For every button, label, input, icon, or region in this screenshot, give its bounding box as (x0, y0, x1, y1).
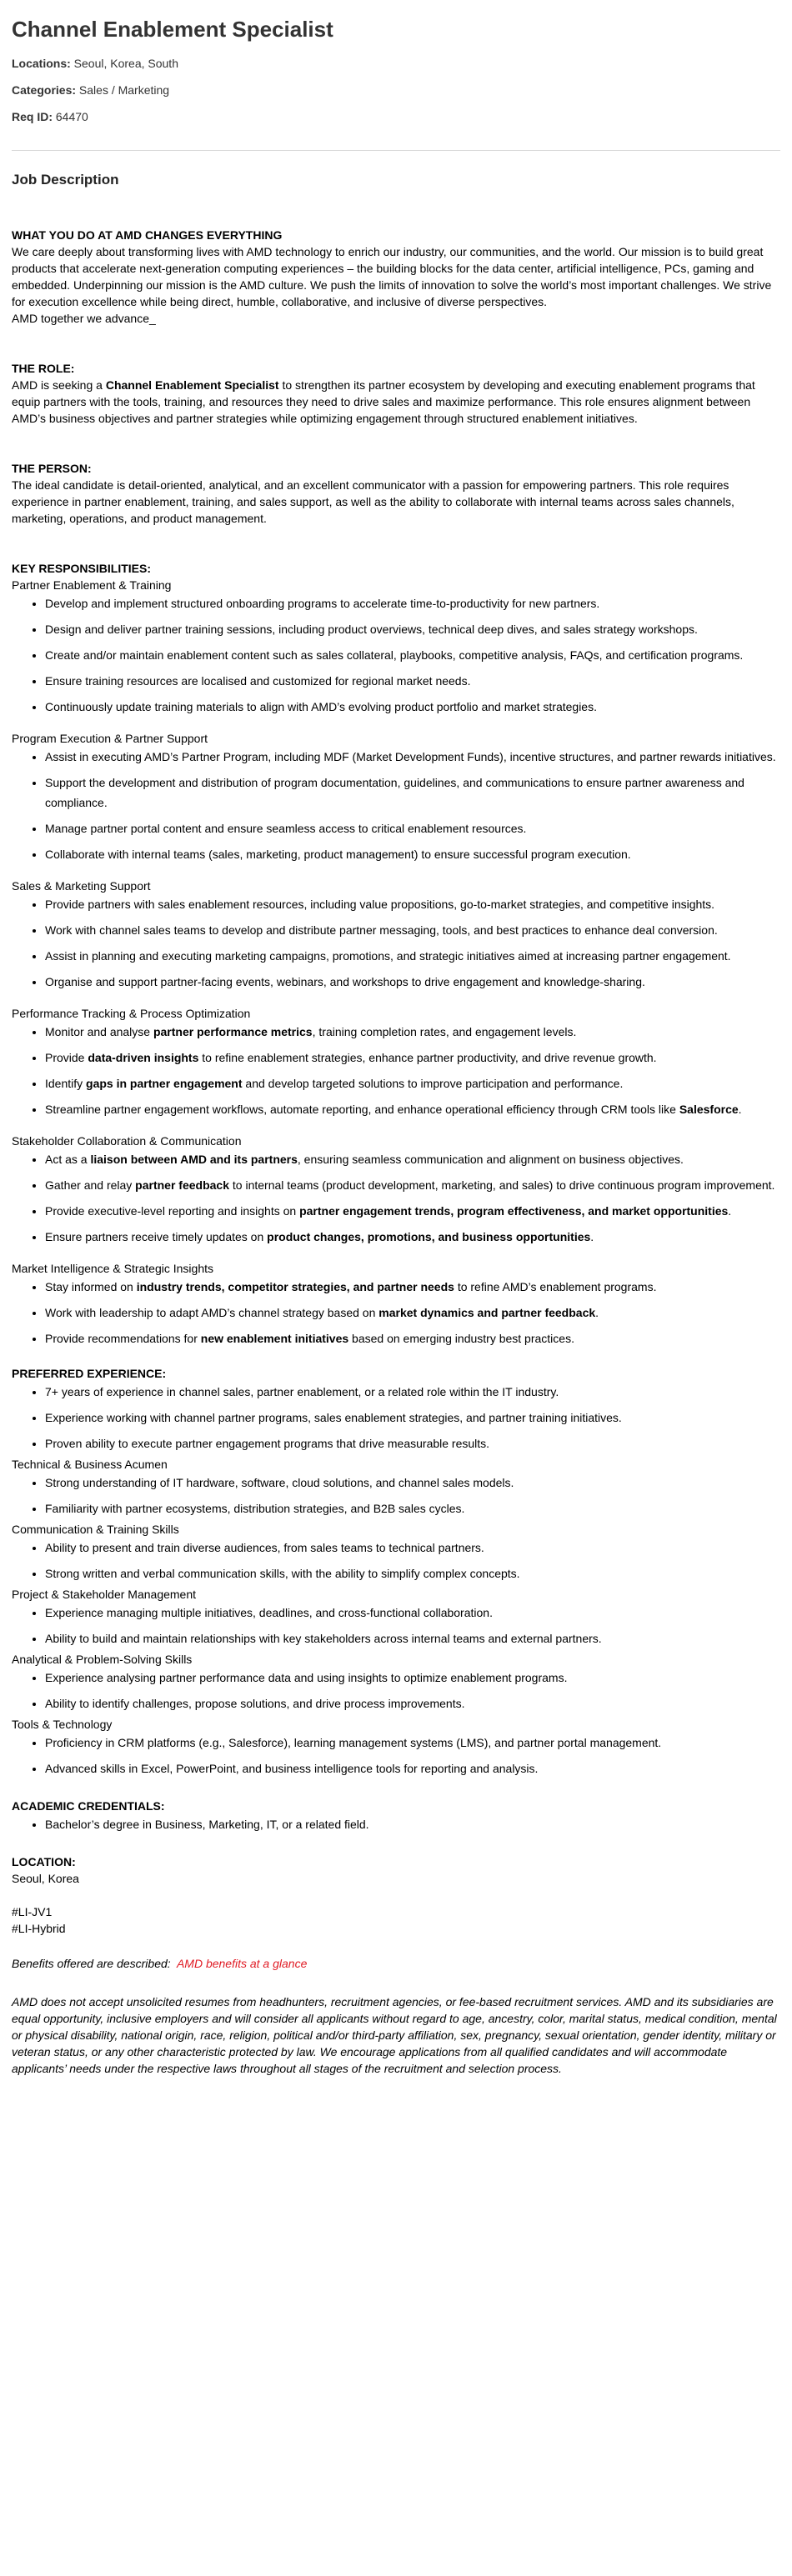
hashtag: #LI-JV1 (12, 1905, 53, 1918)
what-you-do-section (12, 227, 780, 327)
list-item: • Proven ability to execute partner engagement programs that drive measurable results. (45, 1435, 780, 1453)
program-execution-block (12, 730, 780, 864)
list-item: • Support the development and distribution of program documentation, guidelines, and communications to ensure partner awareness and compliance. (45, 773, 780, 813)
item-text: , training completion rates, and engagement levels. (312, 1025, 577, 1038)
list-item: • Ensure training resources are localised and customized for regional market needs. (45, 671, 780, 691)
item-text: to refine enablement strategies, enhance partner productivity, and drive revenue growth. (198, 1051, 657, 1064)
tools-list (12, 1734, 780, 1778)
stakeholder-block (12, 1133, 780, 1247)
item-text: . (590, 1230, 594, 1243)
list-item: • Proficiency in CRM platforms (e.g., Salesforce), learning management systems (LMS), and partner portal management. (45, 1734, 780, 1752)
list-item: • Assist in executing AMD’s Partner Program, including MDF (Market Development Funds), incentive structures, and partner rewards initiatives. (45, 747, 780, 767)
list-item: • Collaborate with internal teams (sales, marketing, product management) to ensure successful program execution. (45, 844, 780, 864)
locations-value: Seoul, Korea, South (73, 57, 178, 70)
list-item (45, 1099, 780, 1119)
job-title: Channel Enablement Specialist (12, 17, 333, 42)
item-bold-text: liaison between AMD and its partners (90, 1153, 298, 1166)
job-description-body (12, 227, 780, 2077)
list-item: • Continuously update training materials to align with AMD’s evolving product portfolio and market strategies. (45, 697, 780, 717)
item-bold-text: industry trends, competitor strategies, and partner needs (136, 1280, 454, 1293)
list-item: • 7+ years of experience in channel sales, partner enablement, or a related role within the IT industry. (45, 1383, 780, 1401)
what-you-do-body: We care deeply about transforming lives with AMD technology to enrich our industry, our communities, and the world. Our mission is to build great products that accelerate next-generation computing experiences – the building blocks for the data center, artificial intelligence, PCs, gaming and embedded. Underpinning our mission is the AMD culture. We push the limits of innovation to solve the world’s most important challenges. We strive for execution excellence while being direct, humble, collaborative, and inclusive of diverse perspectives. (12, 245, 772, 308)
item-text: Provide recommendations for (45, 1332, 201, 1345)
categories-row (12, 83, 780, 98)
categories-value: Sales / Marketing (78, 83, 170, 97)
communication-list (12, 1539, 780, 1583)
academic-section (12, 1798, 780, 1833)
partner-enablement-heading: Partner Enablement & Training (12, 578, 172, 592)
item-text: and develop targeted solutions to improve participation and performance. (242, 1077, 624, 1090)
list-item: • Provide partners with sales enablement resources, including value propositions, go-to-market strategies, and competitive insights. (45, 894, 780, 914)
amd-tagline: AMD together we advance_ (12, 312, 156, 325)
item-text: . (738, 1103, 742, 1116)
item-text: Provide executive-level reporting and insights on (45, 1204, 300, 1218)
item-text: Stay informed on (45, 1280, 137, 1293)
item-bold-text: market dynamics and partner feedback (378, 1306, 596, 1319)
program-execution-heading: Program Execution & Partner Support (12, 732, 208, 745)
list-item: • Experience analysing partner performance data and using insights to optimize enablement programs. (45, 1669, 780, 1687)
item-bold-text: data-driven insights (88, 1051, 199, 1064)
role-title: THE ROLE: (12, 362, 75, 375)
stakeholder-heading: Stakeholder Collaboration & Communication (12, 1134, 242, 1148)
req-id-value: 64470 (55, 110, 88, 123)
location-value: Seoul, Korea (12, 1872, 79, 1885)
responsibilities-section (12, 560, 780, 1348)
market-intel-list (12, 1277, 780, 1348)
stakeholder-list (12, 1149, 780, 1247)
locations-label: Locations: (12, 57, 71, 70)
list-item (45, 1175, 780, 1195)
item-text: , ensuring seamless communication and alignment on business objectives. (297, 1153, 684, 1166)
list-item (45, 1048, 780, 1068)
item-text: Identify (45, 1077, 87, 1090)
analytical-heading: Analytical & Problem-Solving Skills (12, 1653, 193, 1666)
list-item: • Ability to build and maintain relationships with key stakeholders across internal teams and external partners. (45, 1630, 780, 1648)
item-text: Act as a (45, 1153, 91, 1166)
list-item: • Experience working with channel partner programs, sales enablement strategies, and partner training initiatives. (45, 1409, 780, 1427)
list-item (45, 1149, 780, 1169)
tools-heading: Tools & Technology (12, 1718, 113, 1731)
item-text: to refine AMD’s enablement programs. (454, 1280, 657, 1293)
market-intel-block (12, 1260, 780, 1348)
item-bold-text: product changes, promotions, and business opportunities (267, 1230, 591, 1243)
technical-list (12, 1474, 780, 1518)
item-bold-text: Salesforce (679, 1103, 739, 1116)
list-item: • Organise and support partner-facing events, webinars, and workshops to drive engagement and knowledge-sharing. (45, 972, 780, 992)
list-item: • Design and deliver partner training sessions, including product overviews, technical deep dives, and sales strategy workshops. (45, 619, 780, 639)
academic-list (12, 1816, 780, 1833)
person-section (12, 460, 780, 527)
analytical-list (12, 1669, 780, 1713)
person-title: THE PERSON: (12, 462, 92, 475)
hashtag: #LI-Hybrid (12, 1922, 66, 1935)
list-item: • Work with channel sales teams to develop and distribute partner messaging, tools, and best practices to enhance deal conversion. (45, 920, 780, 940)
item-text: Gather and relay (45, 1178, 136, 1192)
list-item (45, 1303, 780, 1323)
item-bold-text: partner engagement trends, program effectiveness, and market opportunities (299, 1204, 729, 1218)
person-body: The ideal candidate is detail-oriented, analytical, and an excellent communicator with a passion for empowering partners. This role requires experience in partner enablement, training, and sales support, as well as the ability to collaborate with internal teams across sales channels, marketing, operations, and product management. (12, 478, 734, 525)
item-text: Work with leadership to adapt AMD’s channel strategy based on (45, 1306, 379, 1319)
list-item: • Experience managing multiple initiatives, deadlines, and cross-functional collaboration. (45, 1604, 780, 1622)
market-intel-heading: Market Intelligence & Strategic Insights (12, 1262, 214, 1275)
list-item: • Manage partner portal content and ensure seamless access to critical enablement resources. (45, 818, 780, 838)
item-text: based on emerging industry best practices. (348, 1332, 574, 1345)
role-text-before: AMD is seeking a (12, 378, 106, 392)
performance-heading: Performance Tracking & Process Optimization (12, 1007, 251, 1020)
item-text: Ensure partners receive timely updates on (45, 1230, 268, 1243)
eeo-statement: AMD does not accept unsolicited resumes from headhunters, recruitment agencies, or fee-based recruitment services. AMD and its subsidiaries are equal opportunity, inclusive employers and will consider all applicants without regard to age, ancestry, color, marital status, medical condition, mental or physical disability, national origin, race, religion, political and/or third-party affiliation, sex, pregnancy, sexual orientation, gender identity, military or veteran status, or any other characteristic protected by law. We encourage applications from all qualified candidates and will accommodate applicants’ needs under the respective laws throughout all stages of the recruitment and selection process. (12, 1995, 777, 2075)
job-description-heading: Job Description (12, 172, 119, 188)
eeo-section (12, 1993, 780, 2077)
list-item: • Strong written and verbal communication skills, with the ability to simplify complex concepts. (45, 1565, 780, 1583)
preferred-section (12, 1365, 780, 1778)
performance-block (12, 1005, 780, 1119)
item-bold-text: partner feedback (135, 1178, 229, 1192)
communication-heading: Communication & Training Skills (12, 1523, 179, 1536)
req-id-label: Req ID: (12, 110, 53, 123)
item-text: to internal teams (product development, marketing, and sales) to drive continuous program improvement. (229, 1178, 775, 1192)
list-item: • Assist in planning and executing marketing campaigns, promotions, and strategic initiatives aimed at increasing partner engagement. (45, 946, 780, 966)
role-text-bold: Channel Enablement Specialist (105, 378, 279, 392)
list-item (45, 1201, 780, 1221)
locations-row (12, 56, 780, 71)
list-item (45, 1022, 780, 1042)
list-item: • Strong understanding of IT hardware, software, cloud solutions, and channel sales models. (45, 1474, 780, 1492)
item-text: Provide (45, 1051, 88, 1064)
technical-heading: Technical & Business Acumen (12, 1458, 168, 1471)
project-heading: Project & Stakeholder Management (12, 1588, 197, 1601)
list-item: • Bachelor’s degree in Business, Marketing, IT, or a related field. (45, 1816, 780, 1833)
preferred-list (12, 1383, 780, 1453)
list-item (45, 1277, 780, 1297)
sales-marketing-heading: Sales & Marketing Support (12, 879, 151, 893)
item-text: Streamline partner engagement workflows, automate reporting, and enhance operational efficiency through CRM tools like (45, 1103, 679, 1116)
role-section (12, 360, 780, 427)
req-id-row (12, 109, 780, 124)
header-divider (12, 150, 780, 151)
list-item: • Ability to present and train diverse audiences, from sales teams to technical partners. (45, 1539, 780, 1557)
responsibilities-title: KEY RESPONSIBILITIES: (12, 562, 151, 575)
performance-list (12, 1022, 780, 1119)
list-item: • Familiarity with partner ecosystems, distribution strategies, and B2B sales cycles. (45, 1500, 780, 1518)
categories-label: Categories: (12, 83, 77, 97)
benefits-line (12, 1955, 780, 1972)
academic-title: ACADEMIC CREDENTIALS: (12, 1799, 165, 1813)
project-list (12, 1604, 780, 1648)
list-item: • Create and/or maintain enablement content such as sales collateral, playbooks, competitive analysis, FAQs, and certification programs. (45, 645, 780, 665)
preferred-title: PREFERRED EXPERIENCE: (12, 1367, 167, 1380)
item-text: . (728, 1204, 732, 1218)
list-item (45, 1328, 780, 1348)
list-item: • Ability to identify challenges, propose solutions, and drive process improvements. (45, 1695, 780, 1713)
item-text: . (595, 1306, 599, 1319)
item-bold-text: new enablement initiatives (200, 1332, 349, 1345)
partner-enablement-list (12, 593, 780, 717)
list-item: • Develop and implement structured onboarding programs to accelerate time-to-productivity for new partners. (45, 593, 780, 613)
sales-marketing-block (12, 878, 780, 992)
spacer (12, 1887, 780, 1903)
benefits-text: Benefits offered are described: (12, 1957, 171, 1970)
sales-marketing-list (12, 894, 780, 992)
item-bold-text: partner performance metrics (153, 1025, 313, 1038)
program-execution-list (12, 747, 780, 864)
location-section (12, 1853, 780, 1937)
location-title: LOCATION: (12, 1855, 76, 1868)
item-bold-text: gaps in partner engagement (86, 1077, 243, 1090)
role-text-after: to strengthen its partner ecosystem by developing and executing enablement programs that equip partners with the tools, training, and resources they need to drive sales and maximize performance. This role ensures alignment between AMD’s business objectives and partner strategies while optimizing engagement through structured enablement initiatives. (12, 378, 755, 425)
list-item (45, 1073, 780, 1093)
benefits-link[interactable]: AMD benefits at a glance (176, 1957, 308, 1970)
list-item (45, 1227, 780, 1247)
role-body (12, 377, 780, 427)
list-item: • Advanced skills in Excel, PowerPoint, and business intelligence tools for reporting and analysis. (45, 1760, 780, 1778)
benefits-section (12, 1955, 780, 1972)
item-text: Monitor and analyse (45, 1025, 153, 1038)
what-you-do-title: WHAT YOU DO AT AMD CHANGES EVERYTHING (12, 228, 283, 242)
